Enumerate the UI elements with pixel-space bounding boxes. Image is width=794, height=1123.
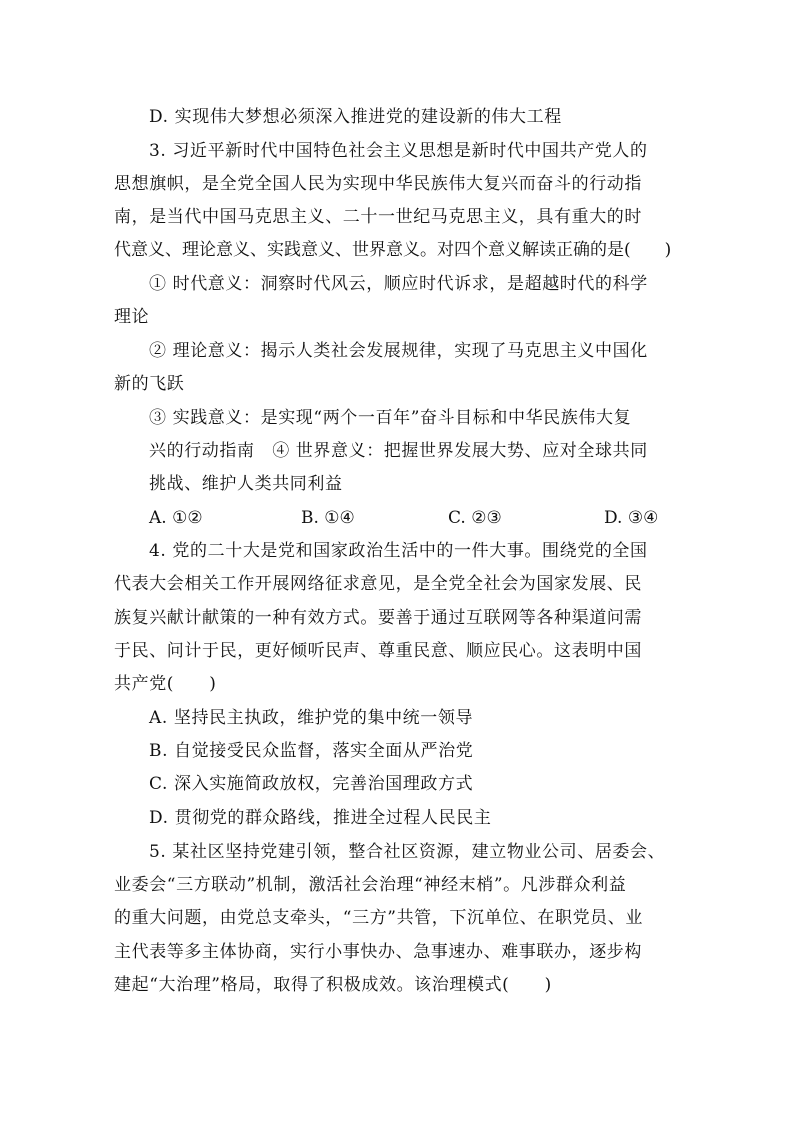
- q3-choice-d: D. ③④: [604, 508, 659, 528]
- q5-stem-line: 的重大问题，由党总支牵头，“三方”共管，下沉单位、在职党员、业: [114, 908, 643, 928]
- q3-item-3: ③ 实践意义：是实现“两个一百年”奋斗目标和中华民族伟大复: [149, 408, 632, 428]
- q3-stem-line: 南，是当代中国马克思主义、二十一世纪马克思主义，具有重大的时: [114, 207, 642, 227]
- q4-stem-line: 于民、问计于民，更好倾听民声、尊重民意、顺应民心。这表明中国: [114, 641, 642, 661]
- q2-option-d: D. 实现伟大梦想必须深入推进党的建设新的伟大工程: [149, 107, 562, 127]
- q3-item-1-cont: 理论: [114, 307, 150, 327]
- q5-stem-line: 业委会“三方联动”机制，激活社会治理“神经末梢”。凡涉群众利益: [114, 875, 627, 895]
- q4-stem-line: 族复兴献计献策的一种有效方式。要善于通过互联网等各种渠道问需: [114, 608, 642, 628]
- q5-stem-line: 建起“大治理”格局，取得了积极成效。该治理模式( ): [114, 975, 552, 995]
- q4-stem-line: 代表大会相关工作开展网络征求意见，是全党全社会为国家发展、民: [114, 574, 642, 594]
- q4-option-d: D. 贯彻党的群众路线，推进全过程人民民主: [149, 808, 492, 828]
- q3-item-2: ② 理论意义：揭示人类社会发展规律，实现了马克思主义中国化: [149, 341, 648, 361]
- q3-item-4-cont: 挑战、维护人类共同利益: [149, 474, 343, 494]
- q3-item-2-cont: 新的飞跃: [114, 374, 185, 394]
- q5-stem-line: 5. 某社区坚持党建引领，整合社区资源，建立物业公司、居委会、: [149, 842, 666, 862]
- q5-stem-line: 主代表等多主体协商，实行小事快办、急事速办、难事联办，逐步构: [114, 942, 642, 962]
- q4-option-b: B. 自觉接受民众监督，落实全面从严治党: [149, 741, 474, 761]
- q3-stem-line: 思想旗帜，是全党全国人民为实现中华民族伟大复兴而奋斗的行动指: [114, 174, 642, 194]
- q4-stem-line: 4. 党的二十大是党和国家政治生活中的一件大事。围绕党的全国: [149, 541, 648, 561]
- q4-stem-line: 共产党( ): [114, 674, 217, 694]
- q3-stem-line: 代意义、理论意义、实践意义、世界意义。对四个意义解读正确的是( ): [114, 240, 672, 260]
- q3-item-3-4: 兴的行动指南 ④ 世界意义：把握世界发展大势、应对全球共同: [149, 441, 648, 461]
- q3-choice-a: A. ①②: [149, 508, 203, 528]
- q3-choice-b: B. ①④: [301, 508, 355, 528]
- q4-option-a: A. 坚持民主执政，维护党的集中统一领导: [149, 708, 474, 728]
- q4-option-c: C. 深入实施简政放权，完善治国理政方式: [149, 774, 474, 794]
- q3-item-1: ① 时代意义：洞察时代风云，顺应时代诉求，是超越时代的科学: [149, 274, 648, 294]
- q3-choice-c: C. ②③: [448, 508, 502, 528]
- q3-stem-line: 3. 习近平新时代中国特色社会主义思想是新时代中国共产党人的: [149, 141, 648, 161]
